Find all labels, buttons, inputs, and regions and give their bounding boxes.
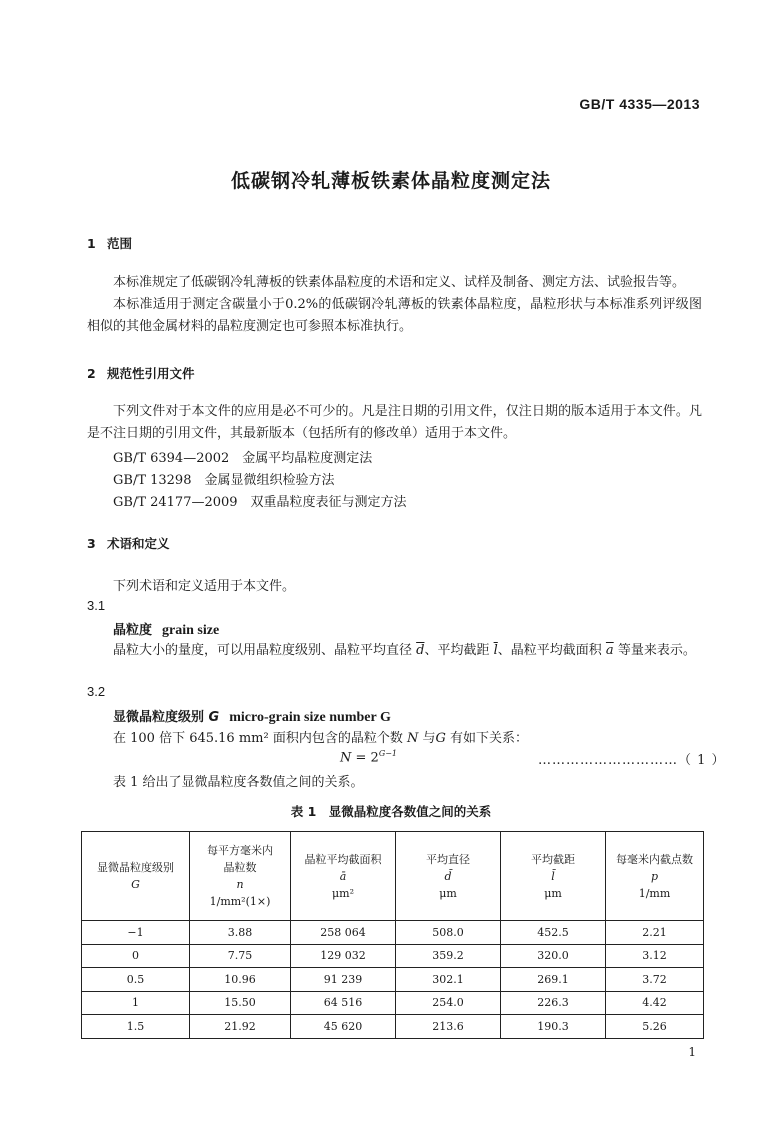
table-cell: 258 064 (291, 921, 396, 945)
standard-number: GB/T 4335—2013 (579, 96, 700, 112)
header-line: μm² (332, 886, 354, 900)
formula-eq: = 2 (351, 750, 379, 766)
page-number: 1 (688, 1045, 696, 1059)
section-number: 2 (87, 366, 96, 381)
section-number: 3 (87, 536, 96, 551)
term-heading (113, 619, 219, 639)
table-cell: 2.21 (606, 921, 704, 945)
formula-exponent: G−1 (378, 749, 397, 758)
table-cell: 213.6 (396, 1015, 501, 1039)
header-line: n (236, 878, 244, 891)
symbol-d: $\overline{d}$ (416, 643, 425, 658)
header-cell (606, 832, 704, 921)
symbol-a: $\overline{a}$ (605, 643, 614, 658)
header-line: d̄ (444, 869, 452, 883)
paragraph: 本标准适用于测定含碳量小于0.2%的低碳钢冷轧薄板的铁素体晶粒度，晶粒形状与本标准系列评级图相似的其他金属材料的晶粒度测定也可参照本标准执行。 (87, 297, 702, 334)
table-cell: 10.96 (190, 968, 291, 992)
table-cell: 254.0 (396, 991, 501, 1015)
paragraph: 下列文件对于本文件的应用是必不可少的。凡是注日期的引用文件，仅注日期的版本适用于本文件。凡是不注日期的引用文件，其最新版本（包括所有的修改单）适用于本文件。 (87, 404, 702, 441)
section-title: 术语和定义 (107, 536, 170, 551)
section-number: 1 (87, 236, 96, 251)
header-line: G (131, 878, 140, 891)
table-cell: 64 516 (291, 991, 396, 1015)
def-text: 与 (418, 731, 436, 746)
table-cell: 320.0 (501, 944, 606, 968)
grain-size-table (81, 831, 704, 1039)
formula-tag: …………………………（ 1 ） (538, 753, 726, 768)
table-header-row (82, 832, 704, 921)
table-cell: 0.5 (82, 968, 190, 992)
formula-lhs: N (340, 750, 352, 766)
table-cell: 3.12 (606, 944, 704, 968)
header-line: 每毫米内截点数 (616, 852, 693, 866)
header-cell (396, 832, 501, 921)
symbol-l: $\overline{l}$ (493, 643, 498, 658)
header-line: 晶粒平均截面积 (304, 852, 382, 866)
reference-item: GB/T 13298 金属显微组织检验方法 (113, 473, 335, 488)
term-heading (113, 706, 391, 726)
paragraph: 表 1 给出了显微晶粒度各数值之间的关系。 (113, 775, 364, 790)
term-number: 3.1 (87, 598, 106, 613)
table-row (82, 991, 704, 1015)
table-cell: −1 (82, 921, 190, 945)
paragraph: 本标准规定了低碳钢冷轧薄板的铁素体晶粒度的术语和定义、试样及制备、测定方法、试验报告等。 (113, 275, 686, 290)
header-cell (501, 832, 606, 921)
table-cell: 3.88 (190, 921, 291, 945)
header-line: μm (439, 886, 457, 900)
table-cell: 91 239 (291, 968, 396, 992)
table-cell: 0 (82, 944, 190, 968)
table-row (82, 1015, 704, 1039)
table-cell: 21.92 (190, 1015, 291, 1039)
section-title: 范围 (107, 236, 133, 251)
table-cell: 269.1 (501, 968, 606, 992)
term-definition (113, 727, 528, 746)
table-cell: 129 032 (291, 944, 396, 968)
reference-item: GB/T 6394—2002 金属平均晶粒度测定法 (113, 451, 373, 466)
def-text: 在 100 倍下 645.16 mm² 面积内包含的晶粒个数 (113, 731, 407, 746)
table-cell: 7.75 (190, 944, 291, 968)
table-cell: 302.1 (396, 968, 501, 992)
header-line: l̄ (551, 869, 555, 883)
table-cell: 15.50 (190, 991, 291, 1015)
def-text: 有如下关系： (445, 731, 529, 746)
section-title: 规范性引用文件 (107, 366, 195, 381)
term-en: micro-grain size number G (229, 710, 391, 725)
def-text: 、平均截距 (424, 643, 494, 658)
table-cell: 45 620 (291, 1015, 396, 1039)
table-row (82, 944, 704, 968)
paragraph: 下列术语和定义适用于本文件。 (113, 579, 296, 594)
table-cell: 3.72 (606, 968, 704, 992)
def-text: 晶粒大小的量度，可以用晶粒度级别、晶粒平均直径 (113, 643, 417, 658)
table-cell: 452.5 (501, 921, 606, 945)
table-cell: 5.26 (606, 1015, 704, 1039)
header-line: 显微晶粒度级别 (97, 861, 174, 874)
table-cell: 226.3 (501, 991, 606, 1015)
header-line: 1/mm (638, 886, 671, 900)
term-en: grain size (162, 623, 220, 638)
header-line: 平均直径 (426, 852, 470, 866)
header-cell (82, 832, 190, 921)
header-line: 晶粒数 (223, 861, 257, 874)
term-cn: 显微晶粒度级别 (113, 710, 205, 725)
header-cell (190, 832, 291, 921)
header-line: p (650, 869, 659, 883)
table-cell: 508.0 (396, 921, 501, 945)
header-line: μm (544, 886, 562, 900)
formula (340, 749, 397, 765)
symbol-n: N (406, 731, 419, 746)
term-cn: 晶粒度 (113, 623, 153, 638)
section-1-heading (87, 234, 132, 252)
table-row (82, 968, 704, 992)
term-symbol: G (208, 710, 220, 725)
table-row (82, 921, 704, 945)
header-line: ā (339, 869, 347, 883)
def-text: 、晶粒平均截面积 (497, 643, 606, 658)
section-2-heading (87, 364, 195, 382)
table-cell: 1 (82, 991, 190, 1015)
def-text: 等量来表示。 (613, 643, 696, 658)
document-title: 低碳钢冷轧薄板铁素体晶粒度测定法 (230, 170, 551, 192)
term-number: 3.2 (87, 684, 106, 699)
table-cell: 190.3 (501, 1015, 606, 1039)
header-cell (291, 832, 396, 921)
table-caption: 表 1 显微晶粒度各数值之间的关系 (290, 804, 492, 819)
header-line: 平均截距 (531, 852, 575, 866)
term-definition (87, 640, 702, 662)
header-line: 每平方毫米内 (207, 844, 273, 857)
symbol-g: G (435, 731, 446, 746)
section-3-heading (87, 534, 170, 552)
table-cell: 1.5 (82, 1015, 190, 1039)
table-cell: 4.42 (606, 991, 704, 1015)
reference-item: GB/T 24177—2009 双重晶粒度表征与测定方法 (113, 495, 407, 510)
header-line: 1/mm²(1×) (209, 895, 271, 908)
table-cell: 359.2 (396, 944, 501, 968)
